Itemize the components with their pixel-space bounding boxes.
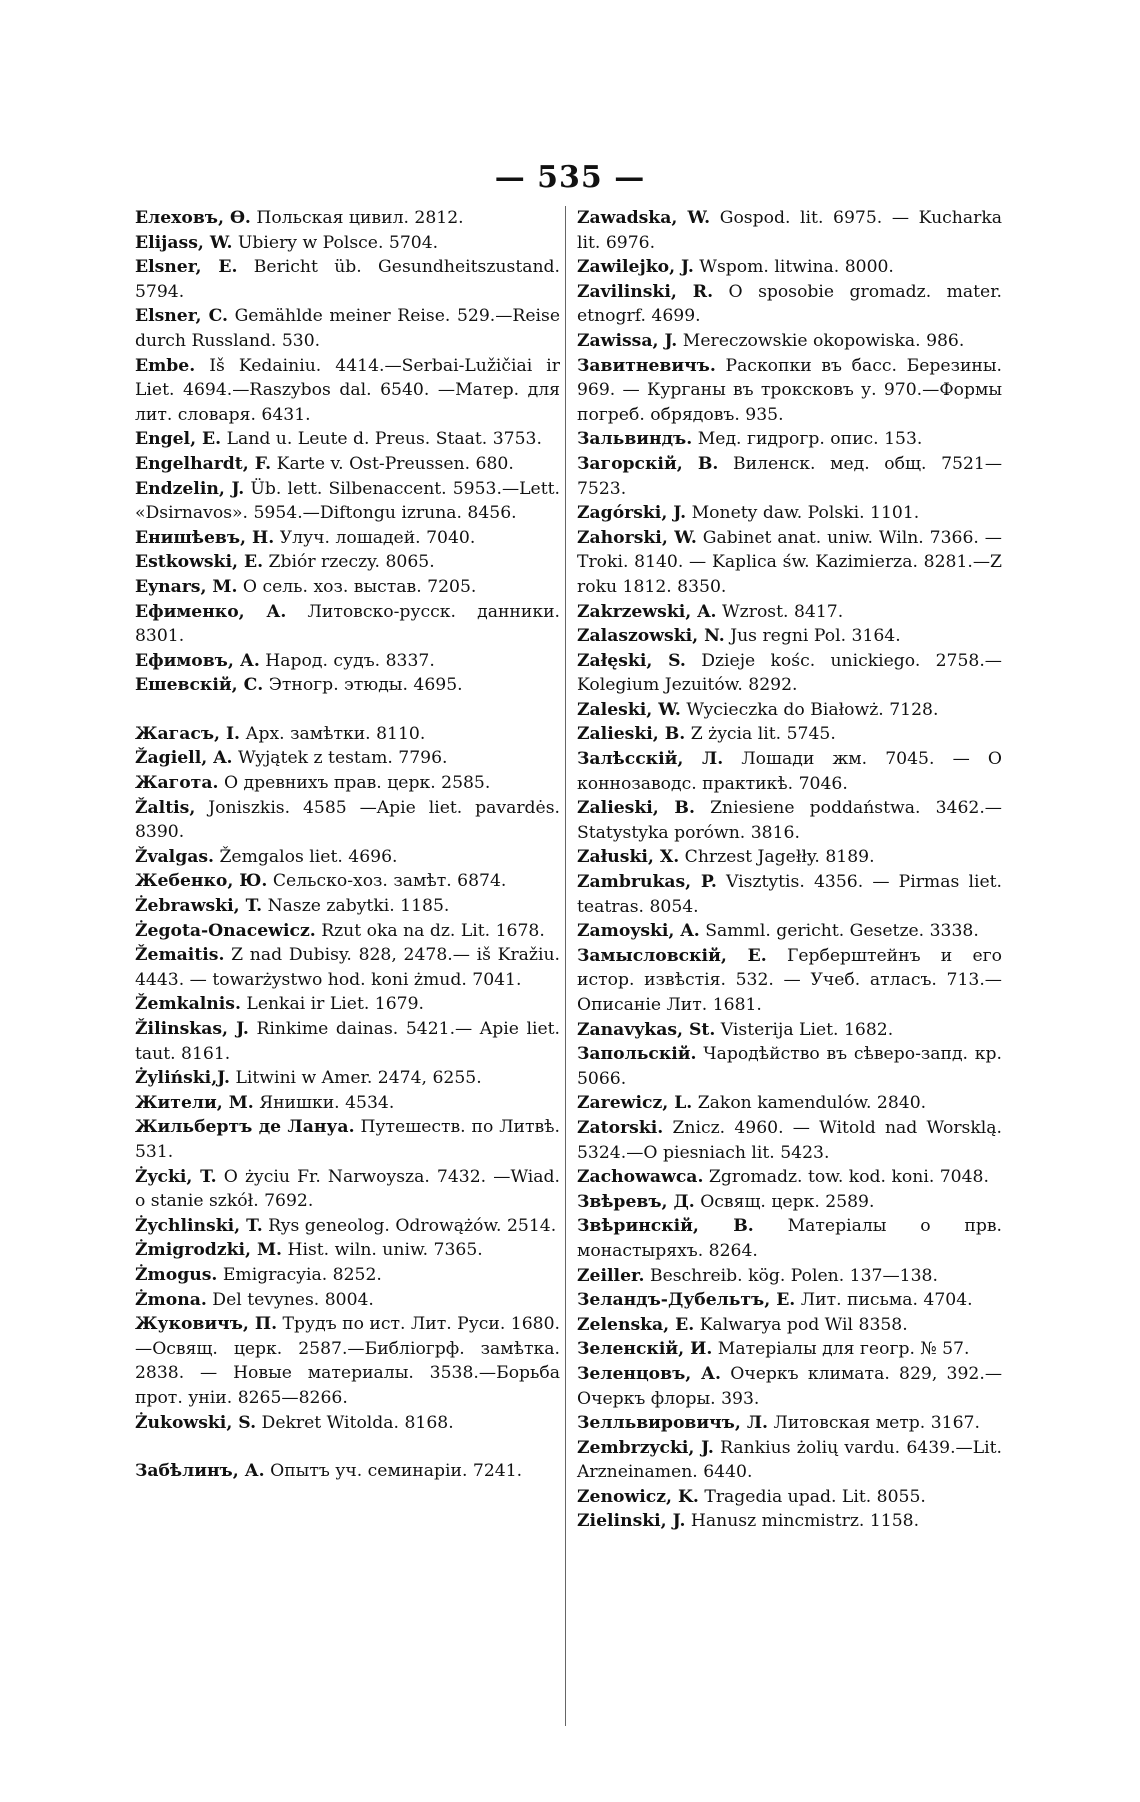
index-entry bbox=[577, 1485, 1002, 1510]
index-entry bbox=[577, 1091, 1002, 1116]
entry-works: Сельско-хоз. замѣт. 6874. bbox=[272, 871, 507, 892]
entry-works: Z nad Dubisy. 828, 2478.— iš Kražiu. 4443. — towarżystwo hod. koni żmud. 7041. bbox=[135, 945, 561, 990]
entry-author: Žilinskas, J. bbox=[135, 1019, 249, 1039]
index-entry bbox=[135, 304, 560, 353]
index-entry bbox=[135, 1263, 560, 1288]
entry-works: Nasze zabytki. 1185. bbox=[267, 896, 450, 917]
entry-works: Del tevynes. 8004. bbox=[212, 1289, 374, 1310]
index-entry bbox=[135, 1017, 560, 1066]
entry-works: Rinkime dainas. 5421.— Apie liet. taut. 8161. bbox=[135, 1019, 560, 1064]
entry-works: Zgromadz. tow. kod. koni. 7048. bbox=[708, 1167, 989, 1188]
index-entry bbox=[577, 870, 1002, 919]
entry-author: Жебенко, Ю. bbox=[135, 871, 268, 892]
entry-works: Gemählde meiner Reise. 529.—Reise durch Russland. 530. bbox=[135, 306, 561, 351]
entry-works: Zbiór rzeczy. 8065. bbox=[268, 552, 435, 573]
index-entry bbox=[135, 649, 560, 674]
entry-author: Zawilejko, J. bbox=[577, 257, 694, 278]
index-entry bbox=[577, 1042, 1002, 1091]
entry-author: Żukowski, S. bbox=[135, 1412, 257, 1433]
entry-author: Żmogus. bbox=[135, 1264, 218, 1285]
index-entry bbox=[135, 477, 560, 526]
entry-author: Zarewicz, L. bbox=[577, 1093, 693, 1114]
entry-author: Енишѣевъ, Н. bbox=[135, 527, 275, 548]
index-entry bbox=[135, 526, 560, 551]
entry-works: Очеркъ климата. 829, 392.—Очеркъ флоры. 393. bbox=[577, 1363, 1003, 1409]
entry-author: Zamoyski, A. bbox=[577, 921, 700, 942]
entry-author: Замысловскій, Е. bbox=[577, 945, 767, 966]
entry-works: О древнихъ прав. церк. 2585. bbox=[223, 773, 491, 794]
index-entry bbox=[577, 255, 1002, 280]
entry-works: Арх. замѣтки. 8110. bbox=[245, 723, 426, 744]
index-entry bbox=[135, 1115, 560, 1164]
entry-author: Zalaszowski, N. bbox=[577, 626, 725, 647]
entry-author: Zalieski, B. bbox=[577, 724, 686, 745]
entry-works: Матеріалы для геогр. № 57. bbox=[717, 1339, 970, 1360]
entry-author: Завитневичъ. bbox=[577, 355, 716, 376]
index-entry bbox=[135, 1288, 560, 1313]
entry-author: Zawadska, W. bbox=[577, 208, 711, 228]
entry-works: Samml. gericht. Gesetze. 3338. bbox=[705, 921, 979, 942]
entry-author: Endzelin, J. bbox=[135, 478, 245, 499]
entry-works: Üb. lett. Silbenaccent. 5953.—Lett. «Dsirnavos». 5954.—Diftongu izruna. 8456. bbox=[135, 478, 560, 524]
entry-works: Ubiery w Polsce. 5704. bbox=[237, 232, 439, 253]
entry-author: Żegota-Onacewicz. bbox=[135, 920, 316, 941]
index-entry bbox=[577, 747, 1002, 796]
entry-author: Zalieski, B. bbox=[577, 798, 695, 819]
entry-works: Этногр. этюды. 4695. bbox=[268, 675, 463, 696]
entry-works: Znicz. 4960. — Witold nad Worsklą. 5324.—O piesniach lit. 5423. bbox=[577, 1117, 1002, 1163]
entry-works: Zakon kamendulów. 2840. bbox=[697, 1093, 927, 1114]
entry-author: Zembrzycki, J. bbox=[577, 1437, 714, 1458]
entry-author: Zahorski, W. bbox=[577, 527, 697, 548]
index-entry bbox=[577, 1509, 1002, 1534]
entry-works: Gabinet anat. uniw. Wiln. 7366. — Troki. 8140. — Kaplica św. Kazimierza. 8281.—Z roku 1812. 8350. bbox=[577, 527, 1002, 597]
entry-author: Загорскій, В. bbox=[577, 453, 719, 474]
entry-works: Раскопки въ басс. Березины. 969. — Курганы въ троксковъ у. 970.—Формы погреб. обрядовъ. 935. bbox=[577, 355, 1002, 425]
index-entry bbox=[135, 992, 560, 1017]
entry-works: Zniesiene poddaństwa. 3462.—Statystyka porówn. 3816. bbox=[577, 798, 1002, 843]
entry-works: Литовско-русск. данники. 8301. bbox=[135, 601, 560, 647]
index-entry bbox=[135, 919, 560, 944]
page-number: — 535 — bbox=[494, 160, 646, 195]
entry-author: Życki, T. bbox=[135, 1166, 217, 1187]
entry-author: Зеландъ-Дубельтъ, Е. bbox=[577, 1290, 796, 1311]
entry-author: Estkowski, E. bbox=[135, 552, 264, 573]
index-entry bbox=[577, 1264, 1002, 1289]
entry-works: Польская цивил. 2812. bbox=[256, 208, 464, 228]
index-entry bbox=[577, 1337, 1002, 1362]
entry-works: Лит. письма. 4704. bbox=[800, 1290, 973, 1311]
entry-author: Zaleski, W. bbox=[577, 699, 681, 720]
entry-author: Eynars, M. bbox=[135, 576, 238, 597]
index-entry bbox=[135, 206, 560, 231]
index-entry bbox=[577, 501, 1002, 526]
entry-works: Виленск. мед. общ. 7521—7523. bbox=[577, 453, 1003, 499]
index-entry bbox=[135, 1312, 560, 1410]
entry-author: Załuski, X. bbox=[577, 847, 680, 868]
entry-works: Dekret Witolda. 8168. bbox=[261, 1412, 454, 1433]
entry-author: Ешевскій, С. bbox=[135, 675, 264, 696]
entry-works: Emigracyia. 8252. bbox=[222, 1264, 382, 1285]
entry-author: Engel, E. bbox=[135, 429, 222, 450]
index-entry bbox=[135, 427, 560, 452]
entry-works: Žemgalos liet. 4696. bbox=[219, 846, 398, 867]
entry-author: Zenowicz, K. bbox=[577, 1486, 699, 1507]
index-entry bbox=[577, 1288, 1002, 1313]
entry-author: Звѣревъ, Д. bbox=[577, 1191, 695, 1212]
index-entry bbox=[577, 280, 1002, 329]
entry-works: Rzut oka na dz. Lit. 1678. bbox=[321, 920, 545, 941]
entry-works: Land u. Leute d. Preus. Staat. 3753. bbox=[226, 429, 542, 450]
entry-author: Elsner, E. bbox=[135, 257, 238, 278]
entry-works: Hist. wiln. uniw. 7365. bbox=[287, 1240, 483, 1261]
index-entry bbox=[135, 354, 560, 428]
index-entry bbox=[577, 649, 1002, 698]
index-entry bbox=[577, 722, 1002, 747]
entry-works: Опытъ уч. семинаріи. 7241. bbox=[270, 1461, 523, 1482]
index-entry bbox=[577, 796, 1002, 845]
entry-author: Zanavykas, St. bbox=[577, 1019, 716, 1040]
entry-author: Žemkalnis. bbox=[135, 994, 241, 1015]
index-entry bbox=[135, 869, 560, 894]
entry-author: Załęski, S. bbox=[577, 650, 686, 671]
entry-author: Zachowawca. bbox=[577, 1167, 704, 1188]
entry-works: Чародѣйство въ сѣверо-запд. кр. 5066. bbox=[577, 1044, 1002, 1089]
index-entry bbox=[577, 427, 1002, 452]
entry-author: Зеленцовъ, А. bbox=[577, 1363, 721, 1384]
entry-author: Елеховъ, Ѳ. bbox=[135, 208, 251, 228]
index-entry bbox=[577, 1116, 1002, 1165]
index-entry bbox=[135, 722, 560, 747]
entry-author: Žemaitis. bbox=[135, 945, 225, 966]
entry-author: Žaltis, bbox=[135, 797, 196, 818]
entry-works: Rankius żolių vardu. 6439.—Lit. Arzneinamen. 6440. bbox=[577, 1437, 1002, 1483]
left-column bbox=[135, 206, 560, 1484]
entry-author: Engelhardt, F. bbox=[135, 453, 272, 474]
index-entry bbox=[135, 796, 560, 845]
entry-works: Chrzest Jagełły. 8189. bbox=[684, 847, 875, 868]
index-entry bbox=[135, 746, 560, 771]
index-entry bbox=[577, 1018, 1002, 1043]
entry-works: Gospod. lit. 6975. — Kucharka lit. 6976. bbox=[577, 208, 1002, 253]
entry-author: Elijass, W. bbox=[135, 232, 233, 253]
entry-author: Зеленскій, И. bbox=[577, 1339, 713, 1360]
index-entry bbox=[135, 1091, 560, 1116]
index-entry bbox=[577, 944, 1002, 1018]
entry-works: Rys geneolog. Odrowążów. 2514. bbox=[268, 1215, 557, 1236]
index-entry bbox=[577, 698, 1002, 723]
entry-works: Karte v. Ost-Preussen. 680. bbox=[276, 453, 514, 474]
index-entry bbox=[135, 943, 560, 992]
entry-works: Путешеств. по Литвѣ. 531. bbox=[135, 1117, 561, 1162]
entry-author: Zakrzewski, A. bbox=[577, 601, 717, 622]
index-entry bbox=[577, 1214, 1002, 1263]
index-entry bbox=[135, 845, 560, 870]
index-entry bbox=[135, 1411, 560, 1436]
entry-author: Zambrukas, P. bbox=[577, 872, 717, 893]
entry-author: Zagórski, J. bbox=[577, 503, 687, 524]
entry-works: Hanusz mincmistrz. 1158. bbox=[690, 1511, 920, 1532]
entry-works: Народ. судъ. 8337. bbox=[265, 650, 435, 671]
index-entry bbox=[577, 354, 1002, 428]
index-entry bbox=[577, 845, 1002, 870]
entry-works: Лошади жм. 7045. — О коннозаводс. практикѣ. 7046. bbox=[577, 749, 1002, 794]
entry-author: Запольскій. bbox=[577, 1044, 697, 1065]
entry-works: Освящ. церк. 2589. bbox=[700, 1191, 875, 1212]
index-entry bbox=[577, 452, 1002, 501]
index-entry bbox=[577, 1362, 1002, 1411]
entry-works: Mereczowskie okopowiska. 986. bbox=[682, 330, 965, 351]
index-entry bbox=[135, 255, 560, 304]
index-entry bbox=[135, 1214, 560, 1239]
index-entry bbox=[577, 526, 1002, 600]
index-entry bbox=[577, 1436, 1002, 1485]
entry-works: Литовская метр. 3167. bbox=[773, 1413, 980, 1434]
entry-works: Visztytis. 4356. — Pirmas liet. teatras. 8054. bbox=[577, 872, 1002, 917]
entry-author: Zeiller. bbox=[577, 1265, 645, 1286]
entry-works: Dzieje kośc. unickiego. 2758.—Kolegium Jezuitów. 8292. bbox=[577, 650, 1002, 696]
entry-works: Трудъ по ист. Лит. Руси. 1680.—Освящ. церк. 2587.—Библіогрф. замѣтка. 2838. — Новые материалы. 3538.—Борьба прот. уніи. 8265—8266. bbox=[135, 1314, 561, 1408]
index-entry bbox=[577, 1165, 1002, 1190]
entry-author: Забѣлинъ, А. bbox=[135, 1461, 265, 1482]
index-entry bbox=[577, 206, 1002, 255]
entry-author: Звѣринскій, В. bbox=[577, 1216, 754, 1237]
entry-author: Зальвиндъ. bbox=[577, 429, 693, 450]
entry-works: Visterija Liet. 1682. bbox=[720, 1019, 894, 1040]
entry-author: Żyliński,J. bbox=[135, 1068, 230, 1089]
entry-works: O sposobie gromadz. mater. etnogrf. 4699. bbox=[577, 281, 1003, 327]
entry-works: Мед. гидрогр. опис. 153. bbox=[697, 429, 923, 450]
index-entry bbox=[577, 329, 1002, 354]
index-entry bbox=[135, 575, 560, 600]
entry-author: Żmigrodzki, M. bbox=[135, 1240, 282, 1261]
index-entry bbox=[577, 1313, 1002, 1338]
entry-author: Żebrawski, T. bbox=[135, 896, 263, 917]
index-entry bbox=[577, 600, 1002, 625]
index-entry bbox=[135, 771, 560, 796]
index-entry bbox=[577, 624, 1002, 649]
entry-author: Жагасъ, I. bbox=[135, 723, 240, 744]
entry-works: Янишки. 4534. bbox=[259, 1092, 395, 1113]
entry-author: Zatorski. bbox=[577, 1117, 664, 1138]
entry-author: Зелльвировичъ, Л. bbox=[577, 1413, 769, 1434]
entry-author: Elsner, C. bbox=[135, 306, 228, 327]
entry-author: Žvalgas. bbox=[135, 846, 215, 867]
entry-works: Litwini w Amer. 2474, 6255. bbox=[235, 1068, 482, 1089]
column-divider bbox=[565, 206, 566, 1726]
index-entry bbox=[135, 894, 560, 919]
index-entry bbox=[135, 550, 560, 575]
entry-author: Zielinski, J. bbox=[577, 1511, 686, 1532]
index-entry bbox=[135, 673, 560, 698]
entry-author: Zelenska, E. bbox=[577, 1314, 695, 1335]
entry-works: Lenkai ir Liet. 1679. bbox=[246, 994, 424, 1015]
entry-author: Жагота. bbox=[135, 773, 219, 794]
index-entry bbox=[135, 1165, 560, 1214]
entry-works: Матеріалы о прв. монастыряхъ. 8264. bbox=[577, 1216, 1002, 1261]
index-entry bbox=[135, 1238, 560, 1263]
entry-author: Zavilinski, R. bbox=[577, 281, 714, 302]
index-entry bbox=[135, 1459, 560, 1484]
entry-works: Wspom. litwina. 8000. bbox=[699, 257, 894, 278]
entry-author: Жильбертъ де Лануа. bbox=[135, 1117, 355, 1138]
entry-works: Monety daw. Polski. 1101. bbox=[691, 503, 920, 524]
entry-works: Wzrost. 8417. bbox=[722, 601, 844, 622]
entry-works: О сель. хоз. выстав. 7205. bbox=[242, 576, 477, 597]
entry-author: Zawissa, J. bbox=[577, 330, 678, 351]
entry-works: Jus regni Pol. 3164. bbox=[730, 626, 901, 647]
entry-works: Улуч. лошадей. 7040. bbox=[279, 527, 476, 548]
entry-author: Żmona. bbox=[135, 1289, 207, 1310]
index-entry bbox=[577, 919, 1002, 944]
entry-works: Z życia lit. 5745. bbox=[690, 724, 836, 745]
entry-works: Wycieczka do Białowż. 7128. bbox=[686, 699, 939, 720]
entry-works: Bericht üb. Gesundheitszustand. 5794. bbox=[135, 257, 561, 302]
entry-works: Tragedia upad. Lit. 8055. bbox=[704, 1486, 926, 1507]
entry-author: Ефимовъ, А. bbox=[135, 650, 260, 671]
entry-author: Žagiell, A. bbox=[135, 748, 233, 769]
entry-works: O życiu Fr. Narwoysza. 7432. —Wiad. o stanie szkół. 7692. bbox=[135, 1166, 561, 1212]
entry-author: Жители, М. bbox=[135, 1092, 254, 1113]
entry-author: Жуковичъ, П. bbox=[135, 1314, 278, 1335]
entry-author: Embe. bbox=[135, 355, 196, 376]
entry-author: Żychlinski, T. bbox=[135, 1215, 263, 1236]
entry-works: Beschreib. kög. Polen. 137—138. bbox=[649, 1265, 938, 1286]
index-entry bbox=[135, 1066, 560, 1091]
entry-works: Wyjątek z testam. 7796. bbox=[237, 748, 448, 769]
index-entry bbox=[577, 1411, 1002, 1436]
entry-works: Iš Kedainiu. 4414.—Serbai-Lužičiai ir Liet. 4694.—Raszybos dal. 6540. —Матер. для лит. словаря. 6431. bbox=[135, 355, 560, 425]
index-entry bbox=[577, 1190, 1002, 1215]
index-entry bbox=[135, 600, 560, 649]
entry-works: Kalwarya pod Wil 8358. bbox=[699, 1314, 908, 1335]
entry-author: Залѣсскій, Л. bbox=[577, 749, 724, 770]
index-entry bbox=[135, 452, 560, 477]
entry-author: Ефименко, А. bbox=[135, 601, 287, 622]
entry-works: Joniszkis. 4585 —Apie liet. pavardės. 8390. bbox=[135, 797, 560, 843]
index-entry bbox=[135, 231, 560, 256]
entry-works: Герберштейнъ и его истор. извѣстія. 532. — Учеб. атласъ. 713.—Описаніе Лит. 1681. bbox=[577, 945, 1002, 1015]
right-column bbox=[577, 206, 1002, 1534]
